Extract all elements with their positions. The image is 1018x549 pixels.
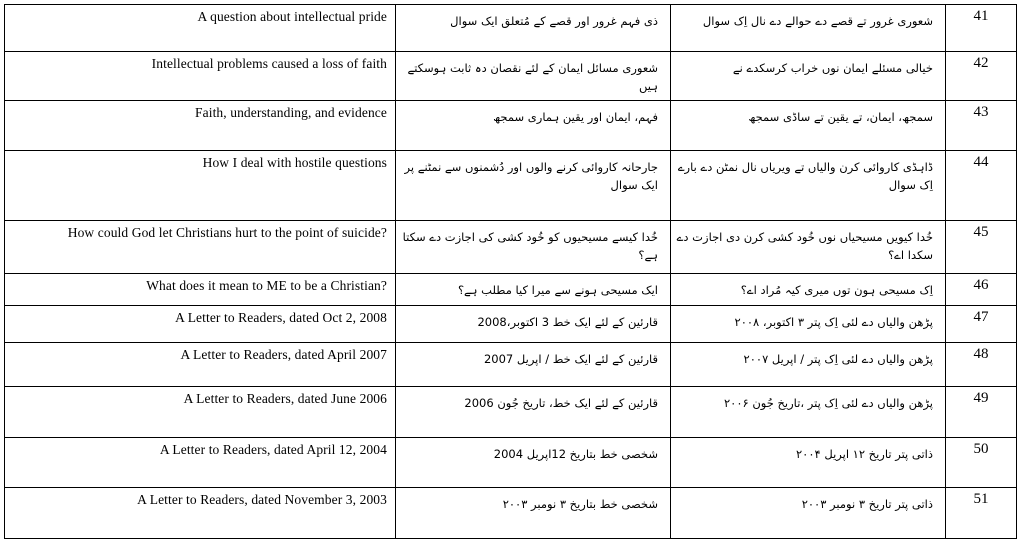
table-row <box>5 101 1017 151</box>
urdu-text-cell: ایک مسیحی ہونے سے میرا کیا مطلب ہے؟ <box>396 274 671 306</box>
punjabi-text-cell: شعوری غرور تے قصے دے حوالے دے نال اِک سوال <box>671 5 946 52</box>
english-title-cell: How I deal with hostile questions <box>5 151 396 221</box>
urdu-text-cell: شخصی خط بتاریخ ۳ نومبر ۲۰۰۳ <box>396 488 671 539</box>
punjabi-text-cell: ذاتی پتر تاریخ ۱۲ اپریل ۲۰۰۴ <box>671 438 946 488</box>
english-title-cell: A Letter to Readers, dated April 12, 2004 <box>5 438 396 488</box>
punjabi-text-cell: پڑھن والیاں دے لئی اِک پتر / اپریل ۲۰۰۷ <box>671 343 946 387</box>
translation-index-table <box>4 4 1017 539</box>
table-row <box>5 52 1017 101</box>
urdu-text-cell: ذی فہم غرور اور قصے کے مُتعلق ایک سوال <box>396 5 671 52</box>
english-title-cell: What does it mean to ME to be a Christian? <box>5 274 396 306</box>
urdu-text-cell: شعوری مسائل ایمان کے لئے نقصان دہ ثابت ہوسکتے ہیں <box>396 52 671 101</box>
english-title-cell: How could God let Christians hurt to the point of suicide? <box>5 221 396 274</box>
urdu-text-cell: فہم، ایمان اور یقین ہماری سمجھ <box>396 101 671 151</box>
table-row <box>5 387 1017 438</box>
row-number-cell: 51 <box>946 488 1017 539</box>
urdu-text-cell: قارئین کے لئے ایک خط 3 اکتوبر،2008 <box>396 306 671 343</box>
table-row <box>5 488 1017 539</box>
row-number-cell: 47 <box>946 306 1017 343</box>
punjabi-text-cell: پڑھن والیاں دے لئی اِک پتر ،تاریخ جُون ۲۰۰۶ <box>671 387 946 438</box>
english-title-cell: A Letter to Readers, dated April 2007 <box>5 343 396 387</box>
urdu-text-cell: قارئین کے لئے ایک خط / اپریل 2007 <box>396 343 671 387</box>
row-number-cell: 46 <box>946 274 1017 306</box>
row-number-cell: 44 <box>946 151 1017 221</box>
english-title-cell: A Letter to Readers, dated Oct 2, 2008 <box>5 306 396 343</box>
english-title-cell: A Letter to Readers, dated June 2006 <box>5 387 396 438</box>
urdu-text-cell: قارئین کے لئے ایک خط، تاریخ جُون 2006 <box>396 387 671 438</box>
english-title-cell: A Letter to Readers, dated November 3, 2003 <box>5 488 396 539</box>
row-number-cell: 50 <box>946 438 1017 488</box>
row-number-cell: 49 <box>946 387 1017 438</box>
punjabi-text-cell: ڈاہڈی کاروائی کرن والیاں تے ویریاں نال نمٹن دے بارے اِک سوال <box>671 151 946 221</box>
urdu-text-cell: جارحانہ کاروائی کرنے والوں اور دُشمنوں سے نمٹنے پر ایک سوال <box>396 151 671 221</box>
punjabi-text-cell: سمجھ، ایمان، تے یقین تے ساڈی سمجھ <box>671 101 946 151</box>
punjabi-text-cell: ذاتی پتر تاریخ ۳ نومبر ۲۰۰۳ <box>671 488 946 539</box>
row-number-cell: 42 <box>946 52 1017 101</box>
row-number-cell: 43 <box>946 101 1017 151</box>
row-number-cell: 48 <box>946 343 1017 387</box>
table-row <box>5 306 1017 343</box>
table-row <box>5 151 1017 221</box>
table-row <box>5 343 1017 387</box>
row-number-cell: 41 <box>946 5 1017 52</box>
urdu-text-cell: شخصی خط بتاریخ 12اپریل 2004 <box>396 438 671 488</box>
table-row <box>5 274 1017 306</box>
punjabi-text-cell: پڑھن والیاں دے لئی اِک پتر ۳ اکتوبر، ۲۰۰۸ <box>671 306 946 343</box>
english-title-cell: Faith, understanding, and evidence <box>5 101 396 151</box>
table-row <box>5 438 1017 488</box>
punjabi-text-cell: خُدا کیویں مسیحیاں نوں خُود کشی کرن دی اجازت دے سکدا اے؟ <box>671 221 946 274</box>
punjabi-text-cell: اِک مسیحی ہون توں میری کیہ مُراد اے؟ <box>671 274 946 306</box>
punjabi-text-cell: خیالی مسئلے ایمان نوں خراب کرسکدے نے <box>671 52 946 101</box>
english-title-cell: A question about intellectual pride <box>5 5 396 52</box>
table-row <box>5 221 1017 274</box>
row-number-cell: 45 <box>946 221 1017 274</box>
table-row <box>5 5 1017 52</box>
english-title-cell: Intellectual problems caused a loss of faith <box>5 52 396 101</box>
urdu-text-cell: خُدا کیسے مسیحیوں کو خُود کشی کی اجازت دے سکتا ہے؟ <box>396 221 671 274</box>
